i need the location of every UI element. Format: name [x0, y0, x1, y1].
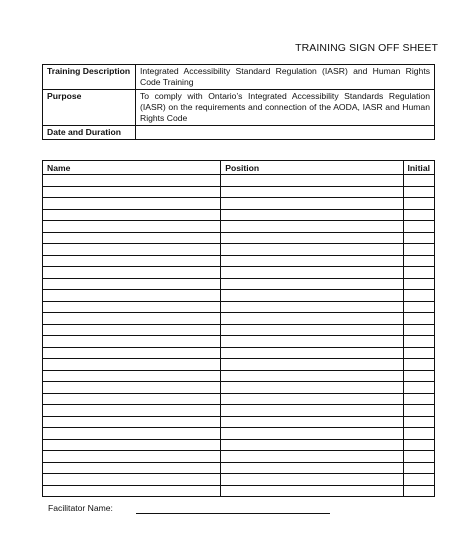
initial-cell[interactable]: [403, 267, 434, 279]
signoff-row: [43, 209, 435, 221]
position-cell[interactable]: [221, 405, 403, 417]
initial-cell[interactable]: [403, 474, 434, 486]
name-cell[interactable]: [43, 336, 221, 348]
info-value-purpose: To comply with Ontario’s Integrated Accessibility Standards Regulation (IASR) on the requirements and connection of the AODA, IASR and Human Rights Code: [136, 90, 435, 126]
position-cell[interactable]: [221, 221, 403, 233]
signoff-row: [43, 428, 435, 440]
signoff-row: [43, 324, 435, 336]
training-info-table: [42, 64, 435, 140]
signoff-row: [43, 336, 435, 348]
column-header-name: Name: [43, 161, 221, 175]
name-cell[interactable]: [43, 278, 221, 290]
position-cell[interactable]: [221, 474, 403, 486]
name-cell[interactable]: [43, 451, 221, 463]
name-cell[interactable]: [43, 301, 221, 313]
position-cell[interactable]: [221, 359, 403, 371]
initial-cell[interactable]: [403, 416, 434, 428]
signoff-row: [43, 416, 435, 428]
position-cell[interactable]: [221, 186, 403, 198]
position-cell[interactable]: [221, 439, 403, 451]
initial-cell[interactable]: [403, 255, 434, 267]
name-cell[interactable]: [43, 370, 221, 382]
position-cell[interactable]: [221, 347, 403, 359]
initial-cell[interactable]: [403, 359, 434, 371]
initial-cell[interactable]: [403, 439, 434, 451]
name-cell[interactable]: [43, 186, 221, 198]
name-cell[interactable]: [43, 209, 221, 221]
signoff-header-row: [43, 161, 435, 175]
initial-cell[interactable]: [403, 209, 434, 221]
initial-cell[interactable]: [403, 370, 434, 382]
position-cell[interactable]: [221, 244, 403, 256]
signoff-row: [43, 198, 435, 210]
info-label-purpose: Purpose: [43, 90, 136, 126]
initial-cell[interactable]: [403, 186, 434, 198]
signoff-row: [43, 370, 435, 382]
name-cell[interactable]: [43, 313, 221, 325]
position-cell[interactable]: [221, 393, 403, 405]
signoff-rows: [43, 175, 435, 497]
document-title: TRAINING SIGN OFF SHEET: [295, 42, 438, 54]
initial-cell[interactable]: [403, 405, 434, 417]
position-cell[interactable]: [221, 209, 403, 221]
initial-cell[interactable]: [403, 451, 434, 463]
position-cell[interactable]: [221, 428, 403, 440]
position-cell[interactable]: [221, 290, 403, 302]
name-cell[interactable]: [43, 347, 221, 359]
name-cell[interactable]: [43, 232, 221, 244]
initial-cell[interactable]: [403, 382, 434, 394]
initial-cell[interactable]: [403, 301, 434, 313]
signoff-row: [43, 347, 435, 359]
signoff-row: [43, 393, 435, 405]
position-cell[interactable]: [221, 416, 403, 428]
name-cell[interactable]: [43, 405, 221, 417]
initial-cell[interactable]: [403, 324, 434, 336]
position-cell[interactable]: [221, 301, 403, 313]
info-row-description: [43, 65, 435, 90]
position-cell[interactable]: [221, 336, 403, 348]
position-cell[interactable]: [221, 267, 403, 279]
position-cell[interactable]: [221, 255, 403, 267]
signoff-row: [43, 175, 435, 187]
position-cell[interactable]: [221, 324, 403, 336]
name-cell[interactable]: [43, 485, 221, 497]
initial-cell[interactable]: [403, 428, 434, 440]
initial-cell[interactable]: [403, 347, 434, 359]
name-cell[interactable]: [43, 244, 221, 256]
name-cell[interactable]: [43, 439, 221, 451]
info-label-description: Training Description: [43, 65, 136, 90]
position-cell[interactable]: [221, 462, 403, 474]
position-cell[interactable]: [221, 198, 403, 210]
initial-cell[interactable]: [403, 393, 434, 405]
position-cell[interactable]: [221, 451, 403, 463]
initial-cell[interactable]: [403, 485, 434, 497]
info-value-description: Integrated Accessibility Standard Regulation (IASR) and Human Rights Code Training: [136, 65, 435, 90]
signoff-row: [43, 186, 435, 198]
signoff-row: [43, 267, 435, 279]
name-cell[interactable]: [43, 416, 221, 428]
initial-cell[interactable]: [403, 313, 434, 325]
signoff-row: [43, 359, 435, 371]
name-cell[interactable]: [43, 175, 221, 187]
name-cell[interactable]: [43, 221, 221, 233]
signoff-row: [43, 278, 435, 290]
position-cell[interactable]: [221, 382, 403, 394]
signoff-row: [43, 462, 435, 474]
signoff-row: [43, 439, 435, 451]
facilitator-name-line[interactable]: [136, 513, 330, 514]
position-cell[interactable]: [221, 370, 403, 382]
column-header-initial: Initial: [403, 161, 434, 175]
initial-cell[interactable]: [403, 336, 434, 348]
signoff-row: [43, 221, 435, 233]
position-cell[interactable]: [221, 313, 403, 325]
initial-cell[interactable]: [403, 198, 434, 210]
name-cell[interactable]: [43, 474, 221, 486]
signoff-row: [43, 485, 435, 497]
signoff-row: [43, 244, 435, 256]
name-cell[interactable]: [43, 198, 221, 210]
initial-cell[interactable]: [403, 290, 434, 302]
initial-cell[interactable]: [403, 232, 434, 244]
initial-cell[interactable]: [403, 244, 434, 256]
signoff-row: [43, 313, 435, 325]
position-cell[interactable]: [221, 278, 403, 290]
name-cell[interactable]: [43, 359, 221, 371]
column-header-position: Position: [221, 161, 403, 175]
signoff-row: [43, 474, 435, 486]
info-row-purpose: [43, 90, 435, 126]
info-value-date-duration: [136, 126, 435, 140]
initial-cell[interactable]: [403, 221, 434, 233]
facilitator-label: Facilitator Name:: [48, 503, 113, 513]
position-cell[interactable]: [221, 175, 403, 187]
initial-cell[interactable]: [403, 175, 434, 187]
info-row-date-duration: [43, 126, 435, 140]
initial-cell[interactable]: [403, 278, 434, 290]
initial-cell[interactable]: [403, 462, 434, 474]
name-cell[interactable]: [43, 382, 221, 394]
position-cell[interactable]: [221, 232, 403, 244]
name-cell[interactable]: [43, 267, 221, 279]
info-label-date-duration: Date and Duration: [43, 126, 136, 140]
signoff-row: [43, 405, 435, 417]
signoff-row: [43, 451, 435, 463]
name-cell[interactable]: [43, 428, 221, 440]
signoff-row: [43, 232, 435, 244]
name-cell[interactable]: [43, 324, 221, 336]
signoff-row: [43, 255, 435, 267]
signoff-row: [43, 382, 435, 394]
name-cell[interactable]: [43, 290, 221, 302]
signoff-row: [43, 290, 435, 302]
name-cell[interactable]: [43, 255, 221, 267]
name-cell[interactable]: [43, 462, 221, 474]
name-cell[interactable]: [43, 393, 221, 405]
position-cell[interactable]: [221, 485, 403, 497]
signoff-row: [43, 301, 435, 313]
signoff-table: [42, 160, 435, 497]
